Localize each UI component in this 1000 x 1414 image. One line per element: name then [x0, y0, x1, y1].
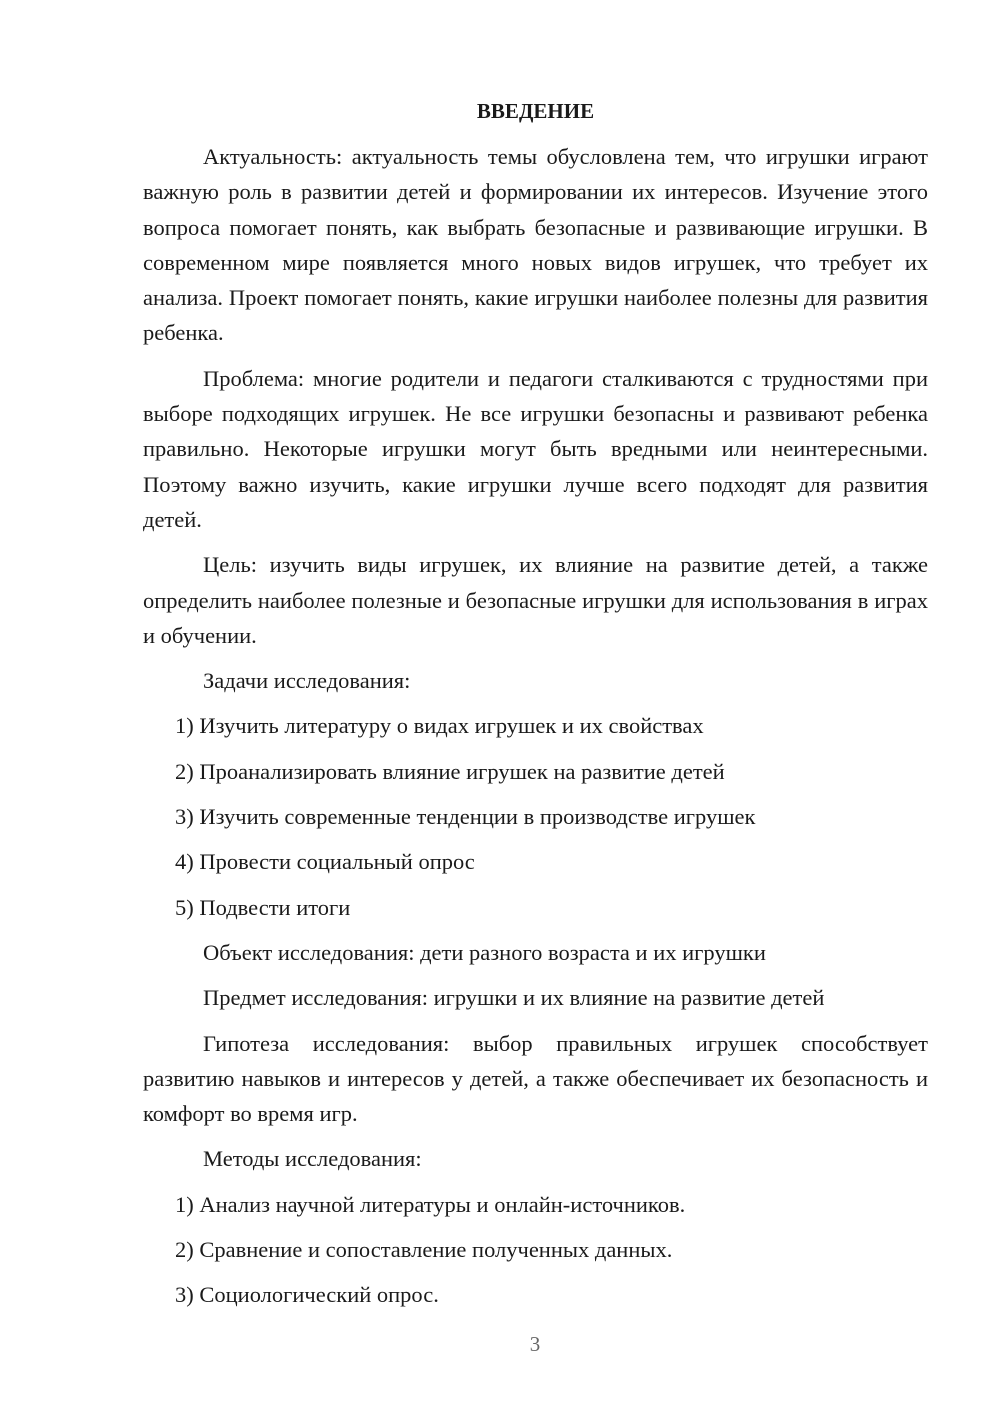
- list-item: 2) Сравнение и сопоставление полученных данных.: [175, 1237, 673, 1263]
- tasks-title: Задачи исследования:: [203, 668, 411, 694]
- relevance-paragraph: Актуальность: актуальность темы обусловлена тем, что игрушки играют важную роль в развитии детей и формировании их интересов. Изучение этого вопроса помогает понять, как выбрать безопасные и развивающие игрушки. В современном мире появляется много новых видов игрушек, что требует их анализа. Проект помогает понять, какие игрушки наиболее полезны для развития ребенка.: [143, 144, 928, 346]
- methods-title: Методы исследования:: [203, 1146, 422, 1172]
- list-item: 1) Изучить литературу о видах игрушек и их свойствах: [175, 713, 704, 739]
- list-item: 1) Анализ научной литературы и онлайн-источников.: [175, 1191, 686, 1217]
- list-item: 2) Проанализировать влияние игрушек на развитие детей: [175, 758, 725, 784]
- list-item: 3) Изучить современные тенденции в производстве игрушек: [175, 804, 756, 830]
- hypothesis-paragraph: Гипотеза исследования: выбор правильных игрушек способствует развитию навыков и интересов у детей, а также обеспечивает их безопасность и комфорт во время игр.: [143, 1030, 928, 1127]
- problem-paragraph: Проблема: многие родители и педагоги сталкиваются с трудностями при выборе подходящих игрушек. Не все игрушки безопасны и развивают ребенка правильно. Некоторые игрушки могут быть вредными или неинтересными. Поэтому важно изучить, какие игрушки лучше всего подходят для развития детей.: [143, 365, 928, 532]
- tasks-list: [143, 708, 928, 924]
- list-item: 5) Подвести итоги: [175, 894, 351, 920]
- page-number: 3: [529, 1332, 541, 1356]
- page-title: ВВЕДЕНИЕ: [476, 99, 595, 123]
- list-item: 4) Провести социальный опрос: [175, 849, 475, 875]
- page-content: [143, 96, 928, 1323]
- subject-line: Предмет исследования: игрушки и их влияние на развитие детей: [203, 985, 825, 1011]
- goal-paragraph: Цель: изучить виды игрушек, их влияние на развитие детей, а также определить наиболее полезные и безопасные игрушки для использования в играх и обучении.: [143, 552, 928, 648]
- methods-list: [143, 1187, 928, 1313]
- object-line: Объект исследования: дети разного возраста и их игрушки: [203, 939, 766, 965]
- list-item: 3) Социологический опрос.: [175, 1282, 439, 1308]
